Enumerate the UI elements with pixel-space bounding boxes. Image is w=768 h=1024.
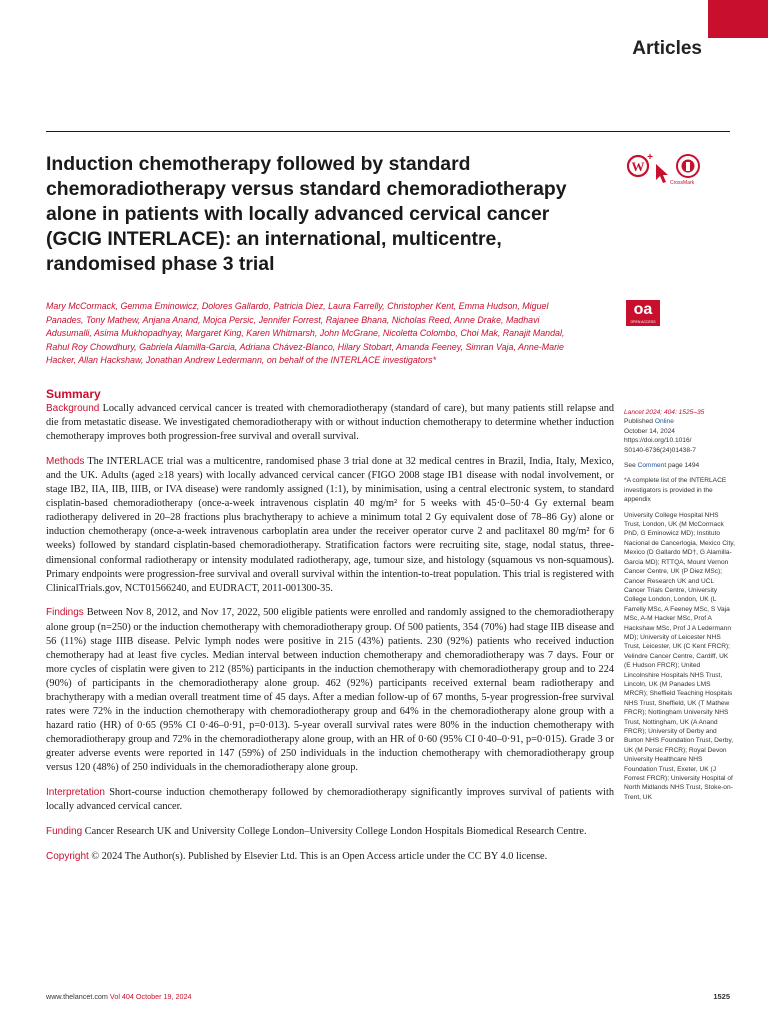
funding-label: Funding bbox=[46, 825, 83, 837]
interpretation-text: Short-course induction chemotherapy followed by chemoradiotherapy significantly improves survival of patients with locally advanced cervical cancer. bbox=[46, 787, 614, 813]
interpretation-label: Interpretation bbox=[46, 787, 105, 799]
findings-label: Findings bbox=[46, 607, 84, 619]
affiliations: University College Hospital NHS Trust, London, UK (M McCormack PhD, G Eminowicz MD); Instituto Nacional de Cancerlogia, Mexico City, Mexico (D Gallardo MD†, G Alamilla-Garcia MD); RTTQA, Mount Vernon Cancer Centre, UK (P Diez MSc); Cancer Research UK and UCL Cancer Trials Centre, University College London, London, UK (L Farrelly MSc, A Feeney MSc, S Vaja MSc, A-M Hacker MSc, Prof A Hackshaw MSc, Prof J A Ledermann MD); University of Leicester NHS Trust, Leicester, UK (C Kent FRCR); Velindre Cancer Centre, Cardiff, UK (E Hudson FRCR); United Lincolnshire Hospitals NHS Trust, Lincoln, UK (M Panades LMS MRCR); Sheffield Teaching Hospitals NHS Trust, Sheffield, UK (T Mathew FRCR); Nottingham University NHS Trust, Nottingham, UK (A Anand FRCR); University of Derby and Burton NHS Foundation Trust, Derby, UK (M Persic FRCR); Royal Devon University Healthcare NHS Foundation Trust, Exeter, UK (J Forrest FRCR); University Hospital of North Midlands NHS Trust, Stoke-on-Trent, UK bbox=[624, 511, 735, 801]
copyright-label: Copyright bbox=[46, 850, 89, 862]
see-prefix: See bbox=[624, 462, 636, 470]
summary-heading: Summary bbox=[46, 387, 101, 401]
funding-section bbox=[46, 825, 614, 839]
summary-body bbox=[46, 402, 614, 874]
interpretation-section bbox=[46, 786, 614, 814]
copyright-section bbox=[46, 850, 614, 864]
svg-text:+: + bbox=[647, 152, 653, 163]
footer-date: October 19, 2024 bbox=[135, 992, 192, 1001]
open-access-sublabel: OPEN ACCESS bbox=[630, 320, 656, 324]
journal-corner-tab bbox=[708, 0, 768, 38]
doi-line-2[interactable]: S0140-6736(24)01438-7 bbox=[624, 446, 696, 454]
background-text: Locally advanced cervical cancer is treated with chemoradiotherapy (standard of care), but many patients still relapse and die from metastatic disease. We investigated chemoradiotherapy with or without induction chemotherapy to determine whether induction chemotherapy improves both progression-free survival and overall survival. bbox=[46, 403, 614, 443]
article-action-icons bbox=[626, 152, 706, 192]
article-title: Induction chemotherapy followed by standard chemoradiotherapy versus standard chemoradiotherapy alone in patients with locally advanced cervical cancer (GCIG INTERLACE): an international, multicentre, randomised phase 3 trial bbox=[46, 153, 567, 275]
findings-text: Between Nov 8, 2012, and Nov 17, 2022, 500 eligible patients were enrolled and randomly assigned to the chemoradiotherapy alone group (n=250) or the induction chemotherapy with chemoradiotherapy group. Of 500 patients, 354 (70%) had stage IIB disease and 56 (11%) stage IIIB disease. Pelvic lymph nodes were positive in 215 (43%) patients. 230 (92%) patients who received induction chemotherapy had at least five cycles. Median interval between induction chemotherapy and chemoradiotherapy was 7 days. Four or more cycles of cisplatin were given to 212 (85%) participants in the induction chemotherapy with chemoradiotherapy group and to 224 (90%) of participants in the chemoradiotherapy alone group. 462 (92%) participants received external beam radiotherapy and brachytherapy with a median overall treatment time of 45 days. After a median follow-up of 67 months, 5-year progression-free survival rates were 72% in the induction chemotherapy with chemoradiotherapy group and 64% in the chemoradiotherapy alone group with a hazard ratio (HR) of 0·65 (95% CI 0·46–0·91, p=0·013). 5-year overall survival rates were 80% in the induction chemotherapy with chemoradiotherapy group and 72% in the chemoradiotherapy alone group, with an HR of 0·60 (95% CI 0·40–0·91, p=0·015). Grade 3 or greater adverse events were reported in 147 (59%) of 250 individuals in the induction chemotherapy with chemoradiotherapy group versus 120 (48%) of 250 individuals in the chemoradiotherapy alone group. bbox=[46, 607, 615, 774]
open-access-label: oa bbox=[633, 301, 653, 318]
publication-info bbox=[624, 408, 736, 455]
author-list: Mary McCormack, Gemma Eminowicz, Dolores Gallardo, Patricia Diez, Laura Farrelly, Christopher Kent, Emma Hudson, Miguel Panades, Tony Mathew, Anjana Anand, Mojca Persic, Jennifer Forrest, Rajanee Bhana, Nicholas Reed, Anne Drake, Madhavi Adusumalli, Asima Mukhopadhyay, Margaret King, Karen Whitmarsh, John McGrane, Nicoletta Colombo, Choi Mak, Ranajit Mandal, Rahul Roy Chowdhury, Gabriela Alamilla-Garcia, Adriana Chávez-Blanco, Hilary Stobart, Amanda Feeney, Simran Vaja, Anne-Marie Hacker, Allan Hackshaw, Jonathan Andrew Ledermann, on behalf of the INTERLACE investigators* bbox=[46, 301, 565, 365]
comment-link[interactable]: Comment bbox=[637, 462, 667, 470]
footer-left bbox=[46, 992, 191, 1001]
background-label: Background bbox=[46, 403, 100, 414]
methods-section bbox=[46, 455, 614, 596]
footer-volume: Vol 404 bbox=[109, 992, 134, 1001]
header-rule bbox=[46, 131, 730, 132]
published-online-link[interactable]: Online bbox=[654, 418, 674, 426]
sidebar bbox=[624, 408, 736, 808]
crossmark-label: CrossMark bbox=[670, 180, 695, 186]
copyright-text: © 2024 The Author(s). Published by Elsevier Ltd. This is an Open Access article under the CC BY 4.0 license. bbox=[91, 850, 548, 862]
page-number: 1525 bbox=[713, 992, 730, 1001]
findings-section bbox=[46, 606, 614, 775]
open-access-badge bbox=[626, 300, 660, 326]
published-prefix: Published bbox=[624, 418, 653, 426]
methods-text: The INTERLACE trial was a multicentre, randomised phase 3 trial done at 32 medical centres in Brazil, India, Italy, Mexico, and the UK. Adults (aged ≥18 years) with locally advanced cervical cancer (FIGO 2008 stage IB1 disease with nodal involvement, or stage IB2, IIA, IIB, IIIB, or IVA disease) were randomly assigned (1:1), by minimisation, using a central electronic system, to standard cisplatin-based chemoradiotherapy (once-a-week intravenous cisplatin 40 mg/m² for 5 weeks with 45·0–50·4 Gy external beam radiotherapy delivered in 20–28 fractions plus brachytherapy to achieve a minimum total 2 Gy equivalent dose of 78–86 Gy) alone or induction chemotherapy (once-a-week intravenous carboplatin area under the receiver operator curve 2 and paclitaxel 80 mg/m² for 6 weeks) followed by standard cisplatin-based chemoradiotherapy. Stratification factors were recruiting site, stage, nodal status, three-dimensional conformal radiotherapy or intensity modulated radiotherapy, age, tumour size, and histology (squamous vs non-squamous). Primary endpoints were progression-free survival and overall survival within the intention-to-treat population. This trial is registered with ClinicalTrials.gov, NCT01566240, and EUDRACT, 2011-001300-35. bbox=[46, 455, 614, 594]
footer-website[interactable]: www.thelancet.com bbox=[46, 992, 108, 1001]
methods-label: Methods bbox=[46, 455, 85, 467]
investigators-footnote: *A complete list of the INTERLACE investigators is provided in the appendix bbox=[624, 477, 727, 504]
background-section bbox=[46, 402, 614, 444]
funding-text: Cancer Research UK and University College London–University College London Hospitals Biomedical Research Centre. bbox=[84, 825, 587, 837]
see-comment bbox=[624, 461, 736, 470]
doi-line-1[interactable]: https://doi.org/10.1016/ bbox=[624, 437, 692, 445]
journal-citation: Lancet 2024; 404: 1525–35 bbox=[624, 409, 705, 416]
crossmark-icon[interactable] bbox=[677, 155, 699, 177]
svg-text:W: W bbox=[631, 159, 645, 174]
section-label: Articles bbox=[632, 38, 702, 59]
publication-date: October 14, 2024 bbox=[624, 427, 675, 435]
cursor-icon bbox=[656, 164, 668, 183]
lancet-w-icon[interactable] bbox=[628, 152, 653, 176]
see-suffix: page 1494 bbox=[668, 462, 700, 470]
